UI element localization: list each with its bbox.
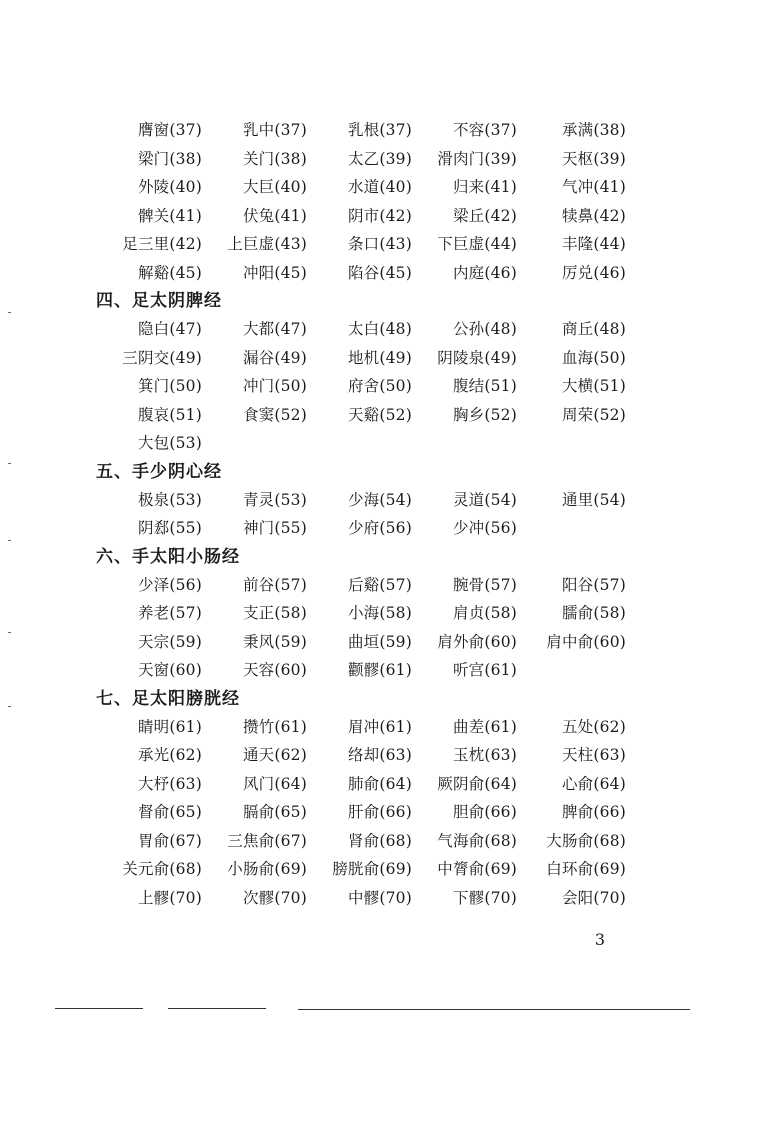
point-row [0, 401, 777, 429]
point-row [0, 798, 777, 826]
acupoint-entry: 隐白(47) [137, 320, 202, 338]
scan-speck [8, 706, 11, 707]
acupoint-entry: 极泉(53) [137, 490, 202, 509]
acupoint-entry: 灵道(54) [452, 490, 517, 509]
acupoint-entry: 青灵(53) [242, 490, 307, 509]
point-row [0, 344, 777, 372]
acupoint-entry: 大都(47) [242, 320, 307, 338]
acupoint-entry: 眉冲(61) [347, 717, 412, 736]
acupoint-entry: 阴郄(55) [137, 519, 202, 537]
acupoint-entry: 伏兔(41) [242, 206, 307, 225]
point-row [0, 827, 777, 855]
acupoint-entry: 上髎(70) [137, 888, 202, 907]
acupoint-entry: 听宫(61) [452, 661, 517, 679]
acupoint-entry: 漏谷(49) [242, 348, 307, 367]
scan-speck [8, 540, 11, 541]
point-row [0, 514, 777, 542]
acupoint-entry: 次髎(70) [242, 888, 307, 907]
acupoint-entry: 膀胱俞(69) [332, 860, 412, 878]
acupoint-entry: 督俞(65) [137, 803, 202, 821]
acupoint-entry: 白环俞(69) [546, 860, 626, 878]
acupoint-entry: 下巨虚(44) [437, 235, 517, 253]
acupoint-entry: 脾俞(66) [561, 803, 626, 821]
acupoint-entry: 天谿(52) [347, 405, 412, 424]
acupoint-entry: 通里(54) [561, 490, 626, 509]
acupoint-entry: 乳中(37) [242, 121, 307, 139]
acupoint-entry: 腹结(51) [452, 377, 517, 395]
acupoint-entry: 神门(55) [242, 519, 307, 537]
acupoint-entry: 太白(48) [347, 320, 412, 338]
acupoint-entry: 归来(41) [452, 178, 517, 196]
acupoint-entry: 肾俞(68) [347, 831, 412, 850]
point-row [0, 116, 777, 144]
acupoint-entry: 风门(64) [242, 774, 307, 793]
acupoint-entry: 梁丘(42) [452, 206, 517, 225]
acupoint-entry: 气冲(41) [561, 178, 626, 196]
acupoint-entry: 少冲(56) [452, 519, 517, 537]
acupoint-entry: 肝俞(66) [347, 803, 412, 821]
acupoint-entry: 府舍(50) [347, 377, 412, 395]
acupoint-entry: 天柱(63) [561, 746, 626, 764]
acupoint-entry: 胸乡(52) [452, 405, 517, 424]
meridian-heading: 七、足太阳膀胱经 [96, 688, 240, 709]
acupoint-entry: 天枢(39) [561, 149, 626, 168]
acupoint-entry: 腕骨(57) [452, 575, 517, 594]
point-row [0, 628, 777, 656]
acupoint-entry: 关元俞(68) [122, 860, 202, 878]
acupoint-entry: 条口(43) [347, 235, 412, 253]
acupoint-entry: 心俞(64) [561, 774, 626, 793]
point-row [0, 884, 777, 912]
acupoint-entry: 颧髎(61) [347, 661, 412, 679]
acupoint-entry: 水道(40) [347, 178, 412, 196]
acupoint-entry: 支正(58) [242, 604, 307, 622]
acupoint-entry: 三阴交(49) [122, 348, 202, 367]
point-row [0, 599, 777, 627]
acupoint-entry: 少泽(56) [137, 575, 202, 594]
acupoint-entry: 少府(56) [347, 519, 412, 537]
acupoint-entry: 大包(53) [137, 434, 202, 452]
page-number: 3 [594, 930, 606, 949]
acupoint-entry: 曲垣(59) [347, 632, 412, 651]
acupoint-entry: 曲差(61) [452, 717, 517, 736]
point-row [0, 656, 777, 684]
acupoint-entry: 梁门(38) [137, 149, 202, 168]
point-row [0, 429, 777, 457]
point-row [0, 230, 777, 258]
point-row [0, 770, 777, 798]
acupoint-entry: 下髎(70) [452, 888, 517, 907]
acupoint-entry: 胃俞(67) [137, 831, 202, 850]
acupoint-entry: 玉枕(63) [452, 746, 517, 764]
acupoint-entry: 气海俞(68) [437, 831, 517, 850]
acupoint-entry: 少海(54) [347, 490, 412, 509]
acupoint-entry: 肩中俞(60) [546, 632, 626, 651]
acupoint-entry: 犊鼻(42) [561, 206, 626, 225]
acupoint-entry: 箕门(50) [137, 377, 202, 395]
acupoint-entry: 天宗(59) [137, 632, 202, 651]
acupoint-entry: 通天(62) [242, 746, 307, 764]
bottom-rule-2 [168, 1008, 266, 1009]
acupoint-entry: 厉兑(46) [561, 263, 626, 282]
acupoint-entry: 关门(38) [242, 149, 307, 168]
bottom-rule-1 [55, 1008, 143, 1009]
acupoint-entry: 血海(50) [561, 348, 626, 367]
scan-speck [8, 463, 11, 464]
acupoint-entry: 足三里(42) [122, 235, 202, 253]
acupoint-entry: 冲阳(45) [242, 263, 307, 282]
acupoint-entry: 大杼(63) [137, 774, 202, 793]
acupoint-entry: 会阳(70) [561, 888, 626, 907]
acupoint-entry: 公孙(48) [452, 320, 517, 338]
acupoint-entry: 天容(60) [242, 661, 307, 679]
acupoint-entry: 陷谷(45) [347, 263, 412, 282]
meridian-heading: 四、足太阴脾经 [96, 291, 222, 311]
point-row [0, 202, 777, 230]
point-row [0, 855, 777, 883]
acupoint-entry: 络却(63) [347, 746, 412, 764]
acupoint-entry: 外陵(40) [137, 178, 202, 196]
acupoint-entry: 内庭(46) [452, 263, 517, 282]
acupoint-entry: 中膂俞(69) [437, 860, 517, 878]
meridian-heading: 五、手少阴心经 [96, 461, 222, 482]
meridian-heading: 六、手太阳小肠经 [96, 546, 240, 567]
point-row [0, 372, 777, 400]
acupoint-entry: 不容(37) [452, 121, 517, 139]
acupoint-entry: 承满(38) [561, 121, 626, 139]
acupoint-entry: 上巨虚(43) [227, 235, 307, 253]
acupoint-entry: 膺窗(37) [137, 121, 202, 139]
acupoint-entry: 乳根(37) [347, 121, 412, 139]
acupoint-entry: 小海(58) [347, 604, 412, 622]
point-row [0, 713, 777, 741]
acupoint-entry: 臑俞(58) [561, 604, 626, 622]
acupoint-entry: 前谷(57) [242, 575, 307, 594]
scan-speck [8, 632, 11, 633]
acupoint-entry: 大巨(40) [242, 178, 307, 196]
point-row [0, 571, 777, 599]
acupoint-entry: 秉风(59) [242, 632, 307, 651]
acupoint-entry: 睛明(61) [137, 717, 202, 736]
acupoint-entry: 中髎(70) [347, 888, 412, 907]
acupoint-entry: 阴陵泉(49) [437, 348, 517, 367]
acupoint-entry: 腹哀(51) [137, 405, 202, 424]
acupoint-entry: 周荣(52) [561, 405, 626, 424]
acupoint-entry: 肺俞(64) [347, 774, 412, 793]
scan-speck [8, 312, 11, 313]
acupoint-entry: 小肠俞(69) [227, 860, 307, 878]
point-row [0, 741, 777, 769]
acupoint-entry: 养老(57) [137, 604, 202, 622]
point-row [0, 315, 777, 343]
acupoint-entry: 承光(62) [137, 746, 202, 764]
acupoint-entry: 肩外俞(60) [437, 632, 517, 651]
acupoint-entry: 大横(51) [561, 377, 626, 395]
acupoint-entry: 髀关(41) [137, 206, 202, 225]
acupoint-entry: 肩贞(58) [452, 604, 517, 622]
acupoint-entry: 胆俞(66) [452, 803, 517, 821]
acupoint-entry: 阴市(42) [347, 206, 412, 225]
point-row [0, 486, 777, 514]
acupoint-entry: 三焦俞(67) [227, 831, 307, 850]
acupoint-entry: 地机(49) [347, 348, 412, 367]
acupoint-entry: 大肠俞(68) [546, 831, 626, 850]
acupoint-entry: 五处(62) [561, 717, 626, 736]
acupoint-entry: 厥阴俞(64) [437, 774, 517, 793]
acupoint-entry: 滑肉门(39) [437, 149, 517, 168]
point-row [0, 173, 777, 201]
acupoint-entry: 攒竹(61) [242, 717, 307, 736]
acupoint-entry: 膈俞(65) [242, 803, 307, 821]
acupoint-entry: 后谿(57) [347, 575, 412, 594]
acupoint-entry: 解谿(45) [137, 263, 202, 282]
acupoint-entry: 阳谷(57) [561, 575, 626, 594]
acupoint-entry: 商丘(48) [561, 320, 626, 338]
acupoint-entry: 丰隆(44) [561, 235, 626, 253]
point-row [0, 259, 777, 287]
acupoint-entry: 冲门(50) [242, 377, 307, 395]
acupoint-entry: 天窗(60) [137, 661, 202, 679]
acupoint-entry: 食窦(52) [242, 405, 307, 424]
bottom-rule-3 [298, 1009, 690, 1010]
point-row [0, 145, 777, 173]
acupoint-entry: 太乙(39) [347, 149, 412, 168]
